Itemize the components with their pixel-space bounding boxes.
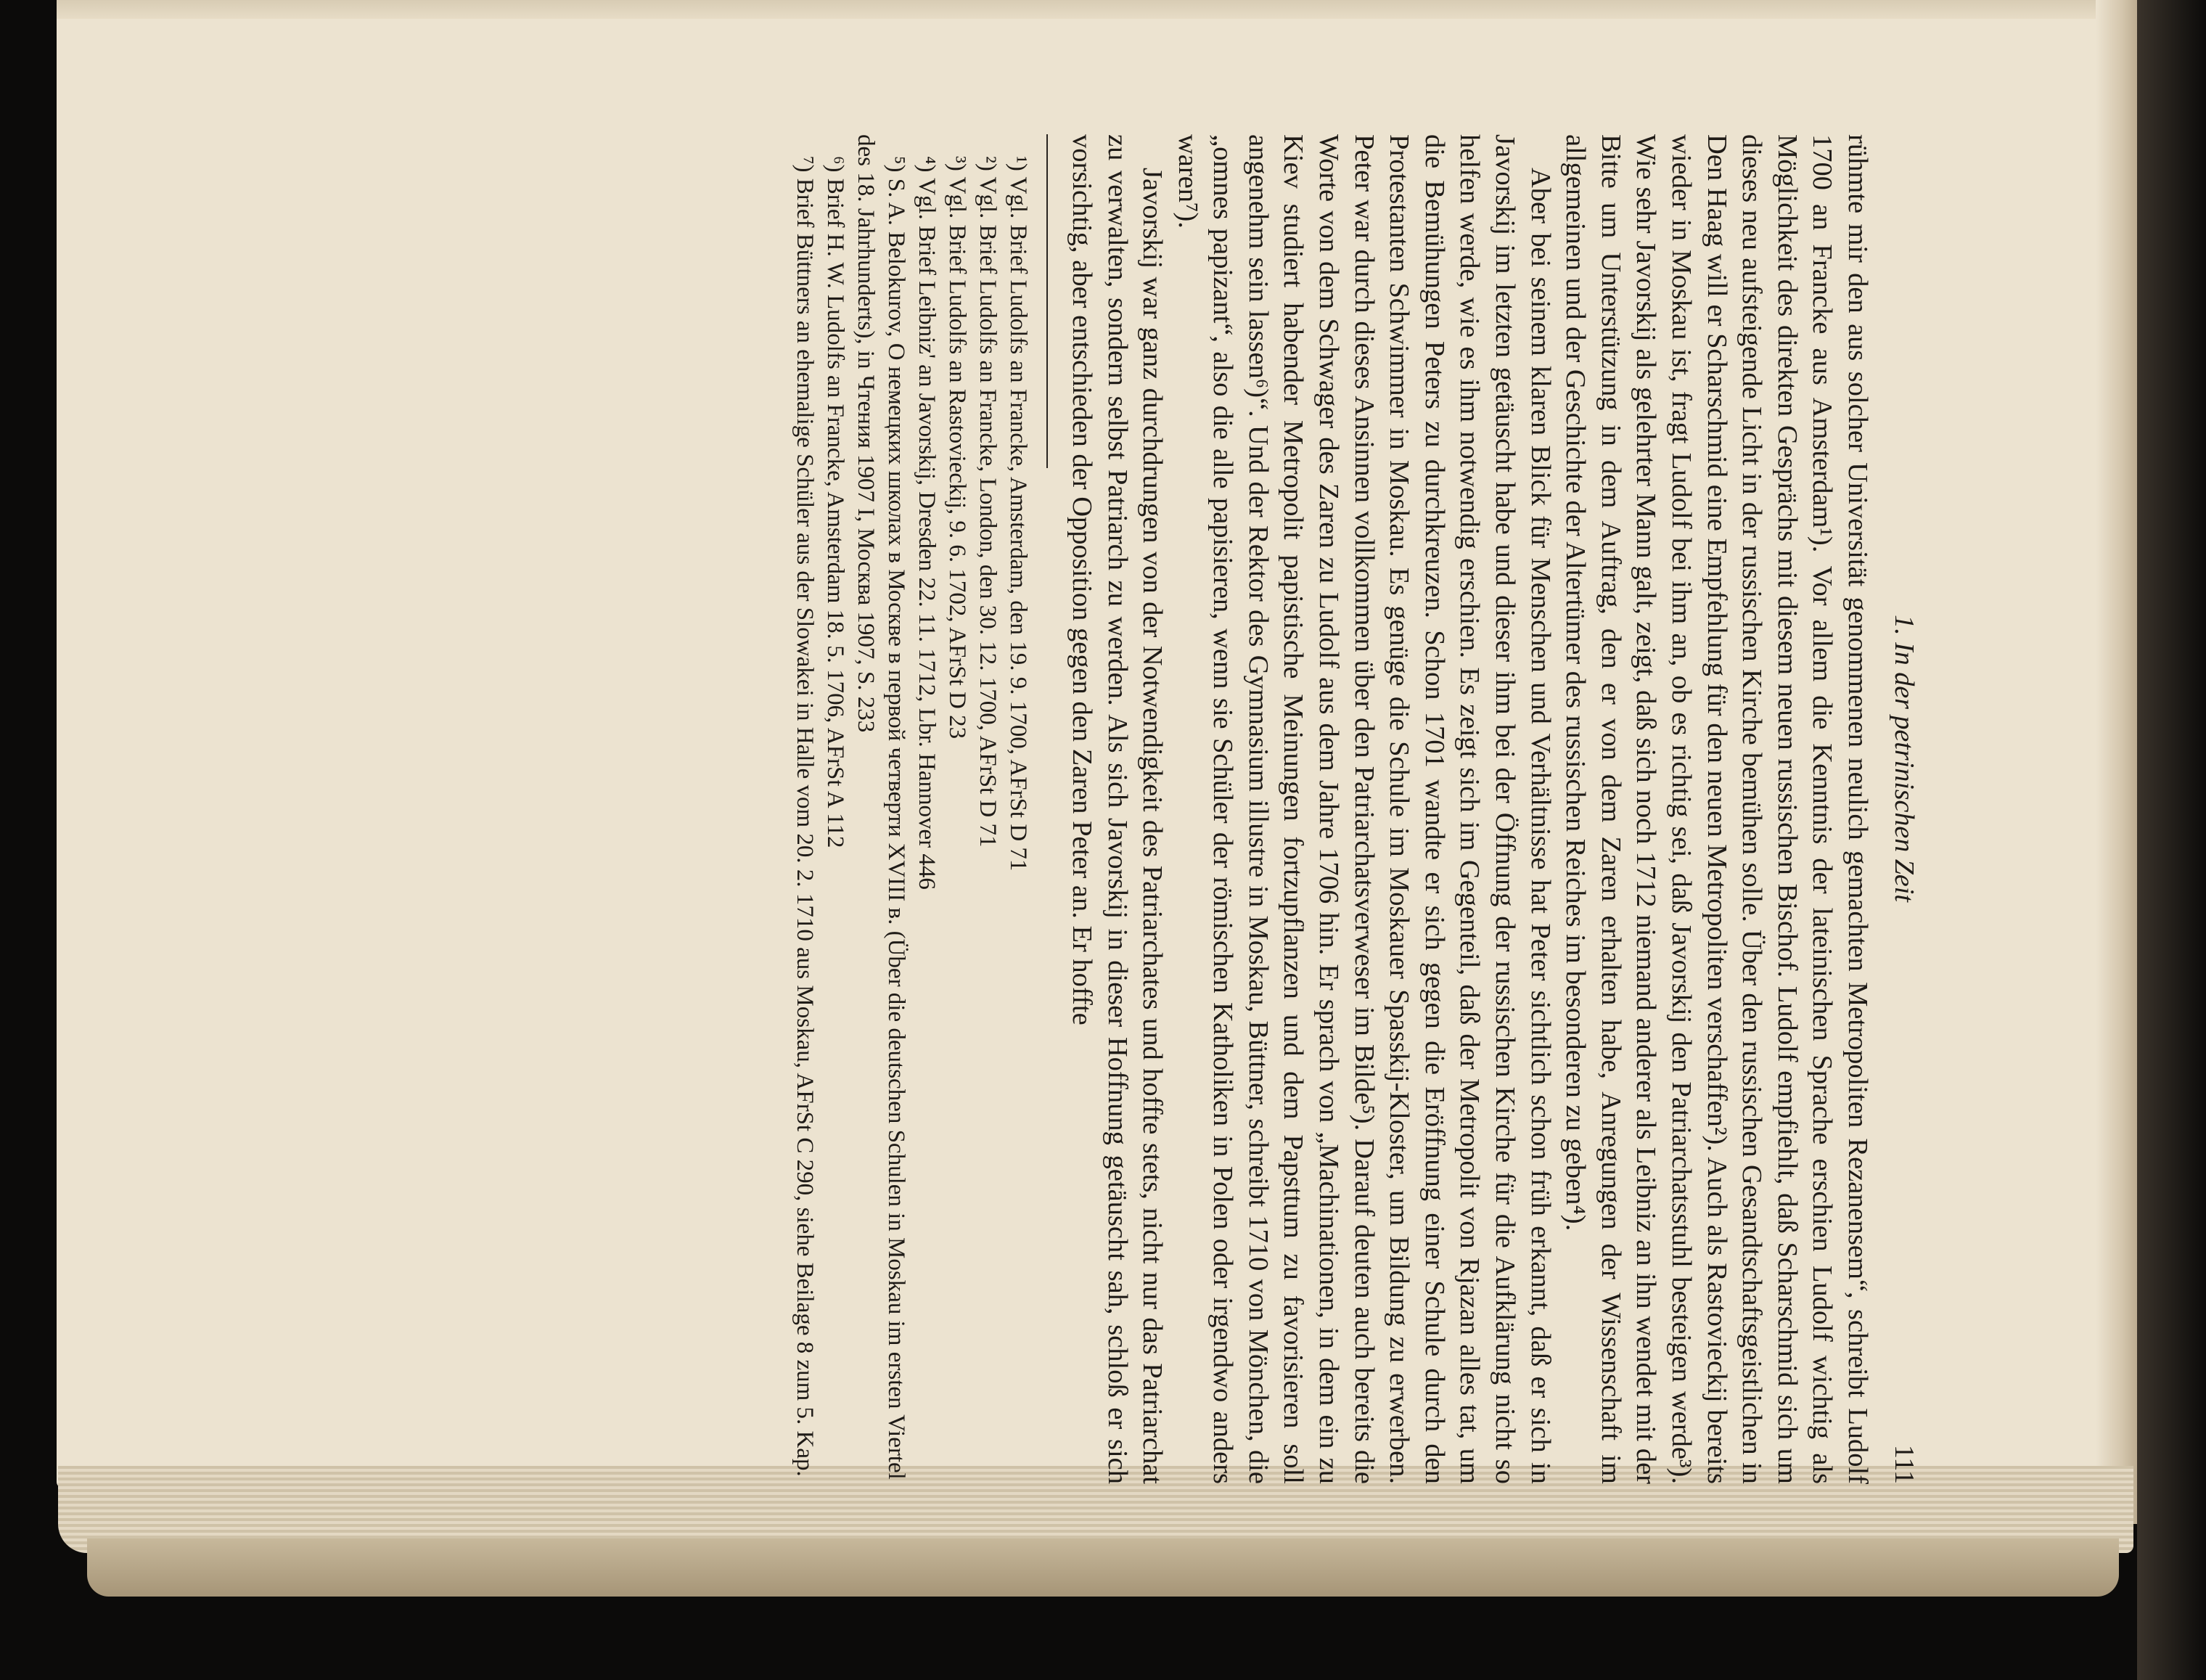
paragraph: rühmte mir den aus solcher Universität genommenen neulich gemachten Metropoliten Rezanensem“, schreibt Ludolf 1700 an Francke aus Amsterdam¹). Vor allem die Kenntnis der lateinischen Sprache erschien Ludolf wichtig als Möglichkeit des direkten Gesprächs mit diesem neuen russischen Bischof. Ludolf empfiehlt, daß Scharschmid sich um dieses neu aufsteigende Licht in der russischen Kirche bemühen solle. Über den russischen Gesandtschaftsgeistlichen in Den Haag will er Scharschmid eine Empfehlung für den neuen Metropoliten verschaffen²). Auch als Rastovieckij bereits wieder in Moskau ist, fragt Ludolf bei ihm an, ob es richtig sei, daß Javorskij den Patriarchatsstuhl besteigen werde³). Wie sehr Javorskij als gelehrter Mann galt, zeigt, daß sich noch 1712 niemand anderer als Leibniz an ihn wendet mit der Bitte um Unterstützung in dem Auftrag, den er von dem Zaren erhalten habe, Anregungen der Wissenschaft im allgemeinen und der Geschichte der Altertümer des russischen Reiches im besonderen zu geben⁴).: [1560, 134, 1873, 1484]
footnote: ⁶) Brief H. W. Ludolfs an Francke, Amsterdam 18. 5. 1706, AFrSt A 112: [822, 156, 849, 848]
cover-edge: [87, 1538, 2119, 1597]
footnote: ¹) Vgl. Brief Ludolfs an Francke, Amsterdam, den 19. 9. 1700, AFrSt D 71: [1005, 156, 1032, 872]
footnote: ⁵) S. A. Belokurov, O немецких школах в Москве в первой четверти XVIII в. (Über die deutschen Schulen in Moskau im ersten Viertel des 18. Jahrhunderts), in Чтения 1907 I, Москва 1907, S. 233: [853, 134, 910, 1480]
rotated-text-block: [425, 134, 1920, 1484]
paragraph: Javorskij war ganz durchdrungen von der Notwendigkeit des Patriarchates und hoffte stets, nicht nur das Patriarchat zu verwalten, sondern selbst Patriarch zu werden. Als sich Javorskij in dieser Hoffnung getäuscht sah, schloß er sich vorsichtig, aber entschieden der Opposition gegen den Zaren Peter an. Er hoffte: [1066, 134, 1168, 1484]
footnotes: [790, 134, 1048, 1484]
footnote: ³) Vgl. Brief Ludolfs an Rastovieckij, 9. 6. 1702, AFrSt D 23: [944, 156, 971, 739]
page-number: 111: [1889, 1444, 1919, 1484]
page-gutter: [2096, 0, 2139, 1524]
footnote-rule: [1046, 134, 1048, 468]
footnote: ⁴) Vgl. Brief Leibniz' an Javorskij, Dresden 22. 11. 1712, Lbr. Hannover 446: [914, 156, 940, 890]
body-text: [1064, 134, 1875, 1484]
spine-shadow: [2137, 0, 2206, 1680]
footnote: ²) Vgl. Brief Ludolfs an Francke, London, den 30. 12. 1700, AFrSt D 71: [975, 156, 1001, 848]
paragraph: Aber bei seinem klaren Blick für Menschen und Verhältnisse hat Peter sichtlich schon früh erkannt, daß er sich in Javorskij im letzten getäuscht habe und dieser ihm bei der Öffnung der russischen Kirche für die Aufklärung nicht so helfen werde, wie es ihm notwendig erschien. Es zeigt sich im Gegenteil, daß der Metropolit von Rjazan alles tat, um die Bemühungen Peters zu durchkreuzen. Schon 1701 wandte er sich gegen die Eröffnung einer Schule durch den Protestanten Schwimmer in Moskau. Es genüge die Schule im Moskauer Spasskij-Kloster, um Bildung zu erwerben. Peter war durch dieses Ansinnen vollkommen über den Patriarchatsverweser im Bilde⁵). Darauf deuten auch bereits die Worte von dem Schwager des Zaren zu Ludolf aus dem Jahre 1706 hin. Er sprach von „Machinationen, in dem ein zu Kiev studiert habender Metropolit papistische Meinungen fortzupflanzen und dem Papsttum zu favorisieren soll angenehm sein lassen⁶)“. Und der Rektor des Gymnasium illustre in Moskau, Büttner, schreibt 1710 von Mönchen, die „omnes papizant“, also die alle papisieren, wenn sie Schüler der römischen Katholiken in Polen oder irgendwo anders waren⁷).: [1172, 134, 1556, 1484]
footnote: ⁷) Brief Büttners an ehemalige Schüler aus der Slowakei in Halle vom 20. 2. 1710 aus Moskau, AFrSt C 290, siehe Beilage 8 zum 5. Kap.: [792, 156, 819, 1477]
page-top-edge: [57, 0, 2139, 19]
running-header: [1875, 134, 1920, 1484]
chapter-title: 1. In der petrinischen Zeit: [1889, 615, 1919, 902]
